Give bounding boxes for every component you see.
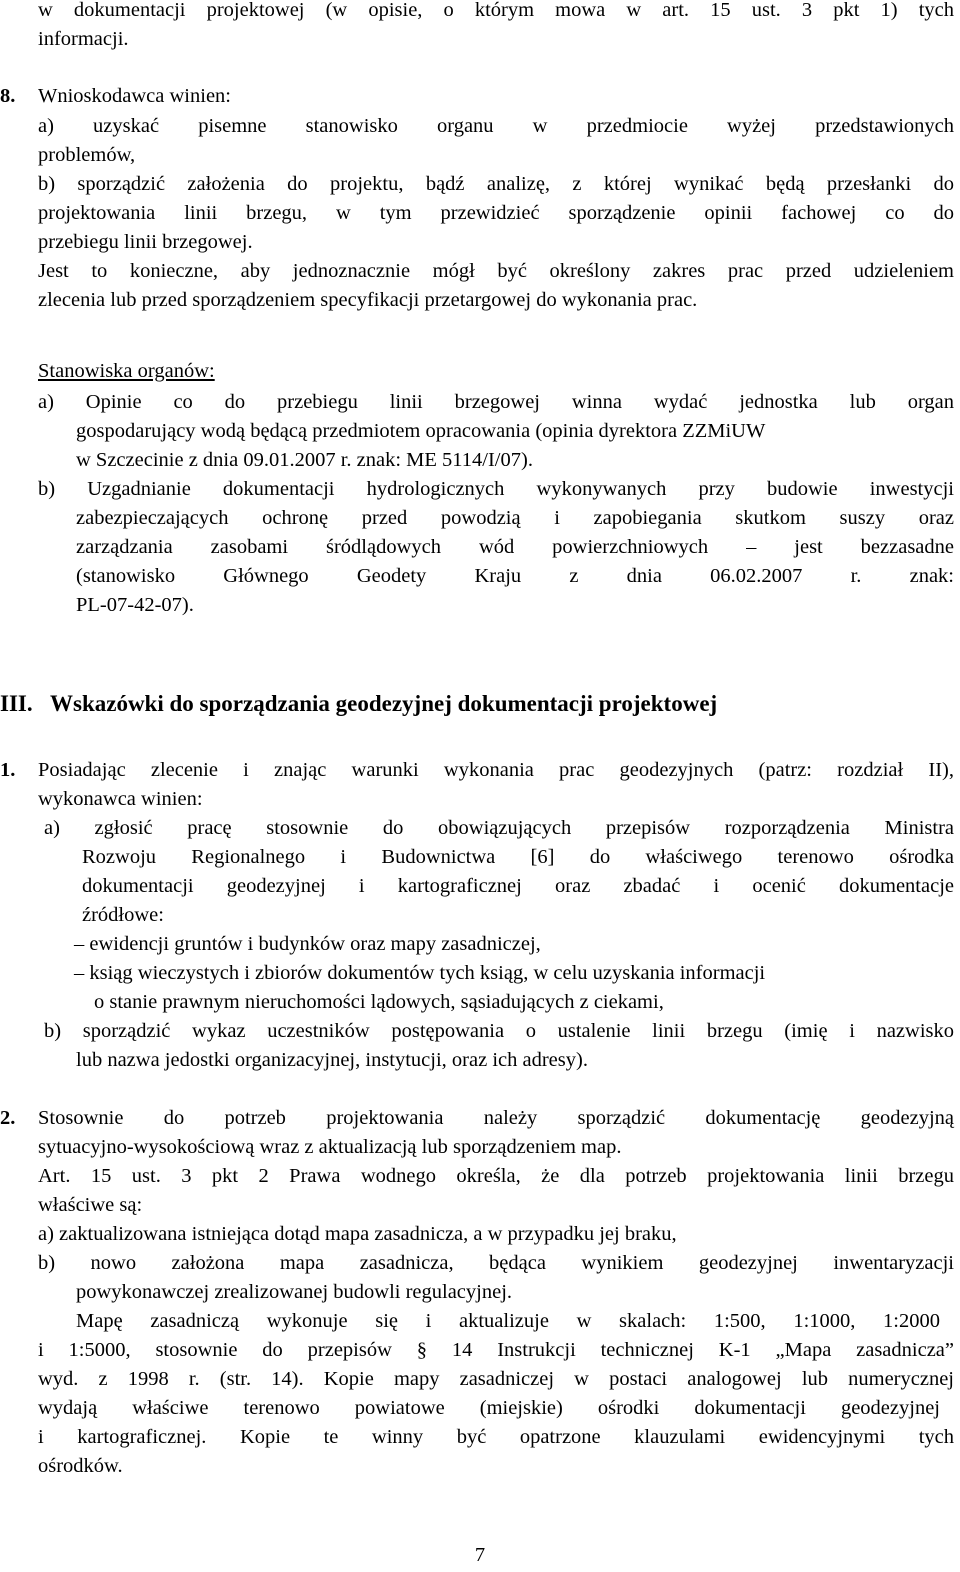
point-8-item-a: a) uzyskać pisemne stanowisko organu w przedmiocie wyżej przedstawionych — [38, 115, 954, 137]
stanowiska-item-b-cont: zarządzania zasobami śródlądowych wód powierzchniowych – jest bezzasadne — [76, 536, 954, 558]
point-8-note-cont: zlecenia lub przed sporządzeniem specyfikacji przetargowej do wykonania prac. — [38, 289, 698, 311]
point-2-map-paragraph: wyd. z 1998 r. (str. 14). Kopie mapy zasadniczej w postaci analogowej lub numerycznej — [38, 1368, 954, 1390]
point-1-item-b-cont: lub nazwa jedostki organizacyjnej, instytucji, oraz ich adresy). — [76, 1049, 588, 1071]
point-2-line: Art. 15 ust. 3 pkt 2 Prawa wodnego określa, że dla potrzeb projektowania linii brzegu — [38, 1165, 954, 1187]
stanowiska-item-b-cont: PL-07-42-07). — [76, 594, 194, 616]
point-1-item-b: b) sporządzić wykaz uczestników postępowania o ustalenie linii brzegu (imię i nazwisko — [44, 1020, 954, 1042]
stanowiska-item-a: a) Opinie co do przebiegu linii brzegowej winna wydać jednostka lub organ — [38, 391, 954, 413]
point-8-number: 8. — [0, 85, 16, 107]
page-number: 7 — [474, 1544, 486, 1566]
intro-line: informacji. — [38, 28, 129, 50]
intro-line: w dokumentacji projektowej (w opisie, o którym mowa w art. 15 ust. 3 pkt 1) tych — [38, 0, 954, 21]
point-2-item-b: b) nowo założona mapa zasadnicza, będąca wynikiem geodezyjnej inwentaryzacji — [38, 1252, 954, 1274]
point-1-item-a-cont: źródłowe: — [82, 904, 164, 926]
point-2-map-paragraph: ośrodków. — [38, 1455, 123, 1477]
point-1-item-a: a) zgłosić pracę stosownie do obowiązujących przepisów rozporządzenia Ministra — [44, 817, 954, 839]
stanowiska-item-a-cont: gospodarujący wodą będącą przedmiotem opracowania (opinia dyrektora ZZMiUW — [76, 420, 766, 442]
stanowiska-item-b: b) Uzgadnianie dokumentacji hydrologicznych wykonywanych przy budowie inwestycji — [38, 478, 954, 500]
stanowiska-item-b-cont: (stanowisko Głównego Geodety Kraju z dnia 06.02.2007 r. znak: — [76, 565, 954, 587]
point-2-map-paragraph: i kartograficznej. Kopie te winny być opatrzone klauzulami ewidencyjnymi tych — [38, 1426, 954, 1448]
point-8-item-b-cont: projektowania linii brzegu, w tym przewidzieć sporządzenie opinii fachowej co do — [38, 202, 954, 224]
stanowiska-item-b-cont: zabezpieczających ochronę przed powodzią i zapobiegania skutkom suszy oraz — [76, 507, 954, 529]
point-1-dash-item: – ksiąg wieczystych i zbiorów dokumentów tych ksiąg, w celu uzyskania informacji — [74, 962, 766, 984]
point-1-dash-item-cont: o stanie prawnym nieruchomości lądowych, sąsiadujących z ciekami, — [94, 991, 664, 1013]
section-title: Wskazówki do sporządzania geodezyjnej dokumentacji projektowej — [50, 691, 718, 716]
point-8-item-b-cont: przebiegu linii brzegowej. — [38, 231, 253, 253]
point-2-line: Stosownie do potrzeb projektowania należy sporządzić dokumentację geodezyjną — [38, 1107, 954, 1129]
stanowiska-heading: Stanowiska organów: — [38, 360, 215, 382]
point-2-map-paragraph: wydają właściwe terenowo powiatowe (miejskie) ośrodki dokumentacji geodezyjnej — [38, 1397, 940, 1419]
point-8-lead: Wnioskodawca winien: — [38, 85, 231, 107]
point-2-number: 2. — [0, 1107, 16, 1129]
stanowiska-item-a-cont: w Szczecinie z dnia 09.01.2007 r. znak: ME 5114/I/07). — [76, 449, 533, 471]
point-2-map-paragraph: i 1:5000, stosownie do przepisów § 14 Instrukcji technicznej K-1 „Mapa zasadnicza” — [38, 1339, 954, 1361]
point-2-map-paragraph: Mapę zasadniczą wykonuje się i aktualizuje w skalach: 1:500, 1:1000, 1:2000 — [76, 1310, 940, 1332]
point-1-number: 1. — [0, 759, 16, 781]
point-1-item-a-cont: Rozwoju Regionalnego i Budownictwa [6] do właściwego terenowo ośrodka — [82, 846, 954, 868]
point-1-item-a-cont: dokumentacji geodezyjnej i kartograficznej oraz zbadać i ocenić dokumentacje — [82, 875, 954, 897]
point-8-item-a-cont: problemów, — [38, 144, 136, 166]
point-1-line: wykonawca winien: — [38, 788, 203, 810]
point-2-line: właściwe są: — [38, 1194, 143, 1216]
point-2-item-a: a) zaktualizowana istniejąca dotąd mapa zasadnicza, a w przypadku jej braku, — [38, 1223, 677, 1245]
point-1-line: Posiadając zlecenie i znając warunki wykonania prac geodezyjnych (patrz: rozdział II), — [38, 759, 954, 781]
point-2-line: sytuacyjno-wysokościową wraz z aktualizacją lub sporządzeniem map. — [38, 1136, 622, 1158]
point-8-item-b: b) sporządzić założenia do projektu, bądź analizę, z której wynikać będą przesłanki do — [38, 173, 954, 195]
point-2-item-b-cont: powykonawczej zrealizowanej budowli regulacyjnej. — [76, 1281, 513, 1303]
point-1-dash-item: – ewidencji gruntów i budynków oraz mapy zasadniczej, — [74, 933, 541, 955]
section-number: III. — [0, 691, 33, 716]
point-8-note: Jest to konieczne, aby jednoznacznie mógł być określony zakres prac przed udzieleniem — [38, 260, 954, 282]
